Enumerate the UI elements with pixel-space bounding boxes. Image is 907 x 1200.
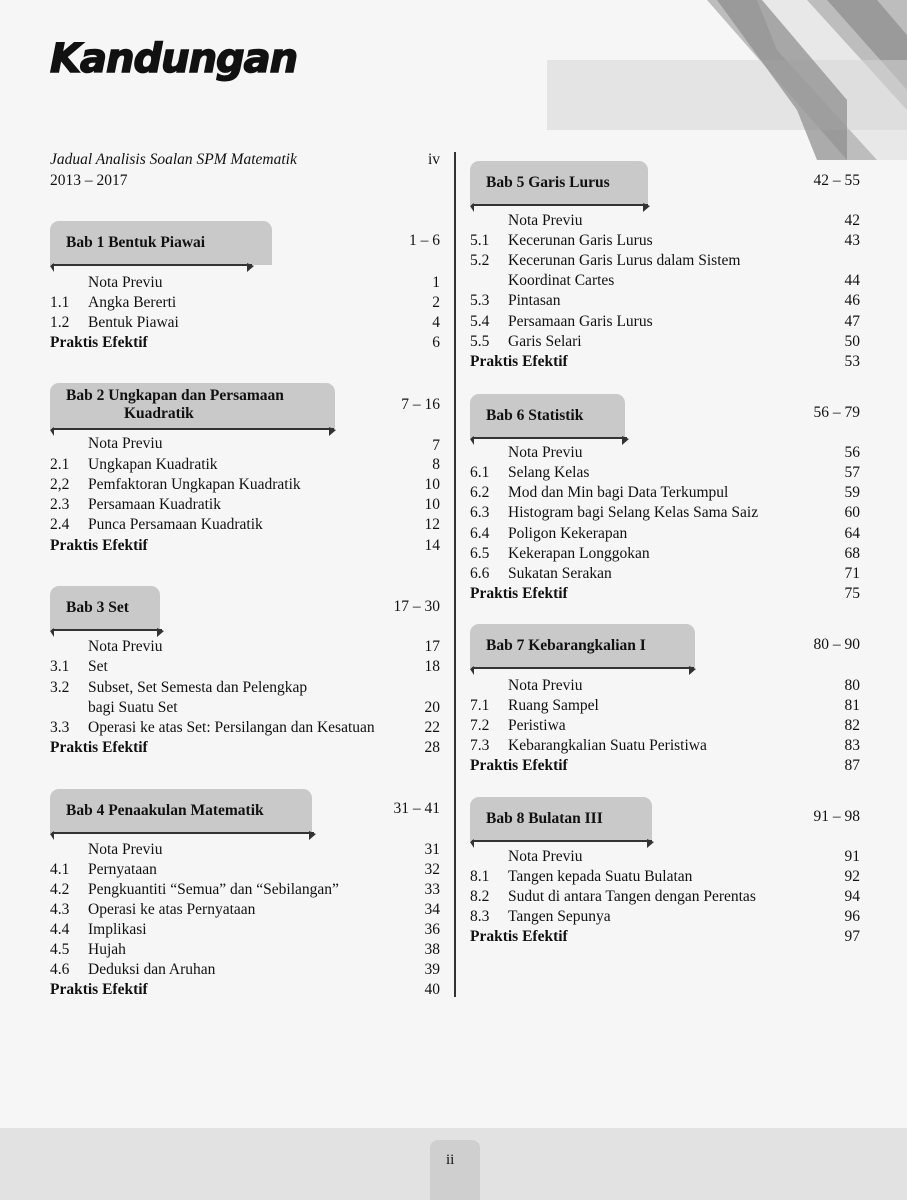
page-title: Kandungan xyxy=(50,36,298,82)
toc-entry-page: 44 xyxy=(844,272,860,289)
toc-entry: 5.4 Persamaan Garis Lurus xyxy=(470,313,653,330)
toc-entry: Nota Previu xyxy=(508,848,583,865)
chapter-5-range: 42 – 55 xyxy=(813,172,860,189)
chapter-3-range: 17 – 30 xyxy=(393,598,440,615)
toc-entry: Nota Previu xyxy=(508,212,583,229)
toc-entry: 6.6 Sukatan Serakan xyxy=(470,565,612,582)
toc-entry: 1.1 Angka Bererti xyxy=(50,294,177,311)
practice-entry: Praktis Efektif xyxy=(470,928,568,945)
toc-entry: 7.1 Ruang Sampel xyxy=(470,697,599,714)
intro-page: iv xyxy=(427,151,440,168)
chapter-1-tab: Bab 1 Bentuk Piawai xyxy=(50,221,272,265)
toc-entry-page: 22 xyxy=(424,719,440,736)
toc-entry: Nota Previu xyxy=(508,444,583,461)
chapter-2-rule xyxy=(52,428,334,430)
chapter-7-range: 80 – 90 xyxy=(813,636,860,653)
toc-entry-page: 46 xyxy=(844,292,860,309)
practice-entry: Praktis Efektif xyxy=(470,757,568,774)
toc-entry-page: 91 xyxy=(844,848,860,865)
toc-entry-page: 2 xyxy=(432,294,440,311)
toc-entry: 6.2 Mod dan Min bagi Data Terkumpul xyxy=(470,484,729,501)
toc-entry-page: 94 xyxy=(844,888,860,905)
practice-page: 28 xyxy=(424,739,440,756)
toc-entry-page: 12 xyxy=(424,516,440,533)
chapter-6-tab: Bab 6 Statistik xyxy=(470,394,625,438)
practice-entry: Praktis Efektif xyxy=(50,334,148,351)
toc-entry: 2.3 Persamaan Kuadratik xyxy=(50,496,221,513)
toc-entry: 4.1 Pernyataan xyxy=(50,861,157,878)
practice-page: 6 xyxy=(432,334,440,351)
toc-entry-page: 10 xyxy=(424,496,440,513)
chapter-3-rule xyxy=(52,629,162,631)
toc-entry-page: 64 xyxy=(844,525,860,542)
toc-entry-page: 68 xyxy=(844,545,860,562)
toc-entry: 1.2 Bentuk Piawai xyxy=(50,314,179,331)
toc-entry-page: 47 xyxy=(844,313,860,330)
toc-entry-page: 82 xyxy=(844,717,860,734)
chapter-1-range: 1 – 6 xyxy=(409,232,440,249)
chapter-4-range: 31 – 41 xyxy=(393,800,440,817)
toc-entry-page: 1 xyxy=(432,274,440,291)
toc-entry: Nota Previu xyxy=(88,638,163,655)
practice-page: 75 xyxy=(844,585,860,602)
toc-entry-page: 8 xyxy=(432,456,440,473)
toc-entry-page: 57 xyxy=(844,464,860,481)
chapter-2-tab xyxy=(50,383,335,429)
toc-entry-page: 60 xyxy=(844,504,860,521)
toc-entry: 2.4 Punca Persamaan Kuadratik xyxy=(50,516,263,533)
toc-entry: 5.5 Garis Selari xyxy=(470,333,582,350)
chapter-6-rule xyxy=(472,437,627,439)
practice-page: 14 xyxy=(424,537,440,554)
toc-entry: 4.3 Operasi ke atas Pernyataan xyxy=(50,901,256,918)
chapter-2-tab-line-2: Kuadratik xyxy=(124,405,194,422)
toc-entry: 4.4 Implikasi xyxy=(50,921,147,938)
toc-entry: Nota Previu xyxy=(508,677,583,694)
practice-entry: Praktis Efektif xyxy=(50,537,148,554)
toc-entry: Nota Previu xyxy=(88,841,163,858)
chapter-2-range: 7 – 16 xyxy=(401,396,440,413)
page-number: ii xyxy=(446,1152,455,1168)
toc-entry-page: 7 xyxy=(432,437,440,454)
toc-entry: 3.3 Operasi ke atas Set: Persilangan dan Kesatuan xyxy=(50,719,375,736)
toc-entry: 7.3 Kebarangkalian Suatu Peristiwa xyxy=(470,737,707,754)
toc-entry: Nota Previu xyxy=(88,274,163,291)
toc-entry: 5.2 Kecerunan Garis Lurus dalam Sistem xyxy=(470,252,741,269)
toc-entry: 6.3 Histogram bagi Selang Kelas Sama Saiz xyxy=(470,504,759,521)
toc-entry-page: 50 xyxy=(844,333,860,350)
toc-entry-page: 33 xyxy=(424,881,440,898)
toc-entry-page: 38 xyxy=(424,941,440,958)
chapter-4-tab: Bab 4 Penaakulan Matematik xyxy=(50,789,312,833)
footer-page-tab xyxy=(430,1140,480,1200)
toc-entry: 2.1 Ungkapan Kuadratik xyxy=(50,456,218,473)
toc-entry-page: 36 xyxy=(424,921,440,938)
chapter-7-rule xyxy=(472,667,694,669)
toc-entry: 8.1 Tangen kepada Suatu Bulatan xyxy=(470,868,693,885)
toc-entry-page: 34 xyxy=(424,901,440,918)
toc-entry: 6.5 Kekerapan Longgokan xyxy=(470,545,650,562)
chapter-2-tab-line-1: Bab 2 Ungkapan dan Persamaan xyxy=(66,387,284,404)
toc-entry-page: 96 xyxy=(844,908,860,925)
toc-entry-page: 18 xyxy=(424,658,440,675)
chapter-4-rule xyxy=(52,832,314,834)
toc-entry-page: 20 xyxy=(424,699,440,716)
toc-entry-page: 10 xyxy=(424,476,440,493)
corner-chevron-decoration xyxy=(547,0,907,160)
toc-entry-page: 31 xyxy=(424,841,440,858)
toc-entry-page: 71 xyxy=(844,565,860,582)
toc-entry-page: 81 xyxy=(844,697,860,714)
toc-entry: 5.1 Kecerunan Garis Lurus xyxy=(470,232,653,249)
chapter-1-rule xyxy=(52,264,252,266)
toc-entry-page: 56 xyxy=(844,444,860,461)
toc-entry: 8.3 Tangen Sepunya xyxy=(470,908,611,925)
toc-entry: 3.2 Subset, Set Semesta dan Pelengkap xyxy=(50,679,308,696)
toc-entry: Koordinat Cartes xyxy=(508,272,615,289)
practice-entry: Praktis Efektif xyxy=(470,585,568,602)
toc-entry-page: 80 xyxy=(844,677,860,694)
toc-entry-page: 42 xyxy=(844,212,860,229)
toc-entry: 4.6 Deduksi dan Aruhan xyxy=(50,961,216,978)
practice-page: 87 xyxy=(844,757,860,774)
column-divider xyxy=(454,152,456,997)
chapter-7-tab: Bab 7 Kebarangkalian I xyxy=(470,624,695,668)
toc-entry-page: 92 xyxy=(844,868,860,885)
practice-page: 53 xyxy=(844,353,860,370)
toc-entry-page: 4 xyxy=(432,314,440,331)
toc-entry-page: 59 xyxy=(844,484,860,501)
practice-page: 97 xyxy=(844,928,860,945)
chapter-8-rule xyxy=(472,840,652,842)
toc-entry: bagi Suatu Set xyxy=(88,699,178,716)
toc-entry: Nota Previu xyxy=(88,435,163,452)
toc-entry-page: 32 xyxy=(424,861,440,878)
toc-entry: 4.5 Hujah xyxy=(50,941,126,958)
chapter-3-tab: Bab 3 Set xyxy=(50,586,160,630)
toc-entry: 6.4 Poligon Kekerapan xyxy=(470,525,628,542)
practice-entry: Praktis Efektif xyxy=(470,353,568,370)
practice-page: 40 xyxy=(424,981,440,998)
toc-entry: 6.1 Selang Kelas xyxy=(470,464,590,481)
toc-entry-page: 83 xyxy=(844,737,860,754)
toc-entry: 4.2 Pengkuantiti “Semua” dan “Sebilangan” xyxy=(50,881,339,898)
intro-line-2: 2013 – 2017 xyxy=(50,172,128,189)
chapter-5-rule xyxy=(472,204,648,206)
chapter-5-tab: Bab 5 Garis Lurus xyxy=(470,161,648,205)
chapter-8-tab: Bab 8 Bulatan III xyxy=(470,797,652,841)
chapter-8-range: 91 – 98 xyxy=(813,808,860,825)
toc-entry: 7.2 Peristiwa xyxy=(470,717,566,734)
practice-entry: Praktis Efektif xyxy=(50,739,148,756)
chapter-6-range: 56 – 79 xyxy=(813,404,860,421)
toc-entry: 3.1 Set xyxy=(50,658,108,675)
intro-line-1: Jadual Analisis Soalan SPM Matematik xyxy=(50,151,297,168)
toc-entry: 2,2 Pemfaktoran Ungkapan Kuadratik xyxy=(50,476,301,493)
toc-entry-page: 39 xyxy=(424,961,440,978)
toc-entry: 8.2 Sudut di antara Tangen dengan Perentas xyxy=(470,888,756,905)
toc-entry-page: 17 xyxy=(424,638,440,655)
practice-entry: Praktis Efektif xyxy=(50,981,148,998)
toc-entry-page: 43 xyxy=(844,232,860,249)
toc-entry: 5.3 Pintasan xyxy=(470,292,561,309)
